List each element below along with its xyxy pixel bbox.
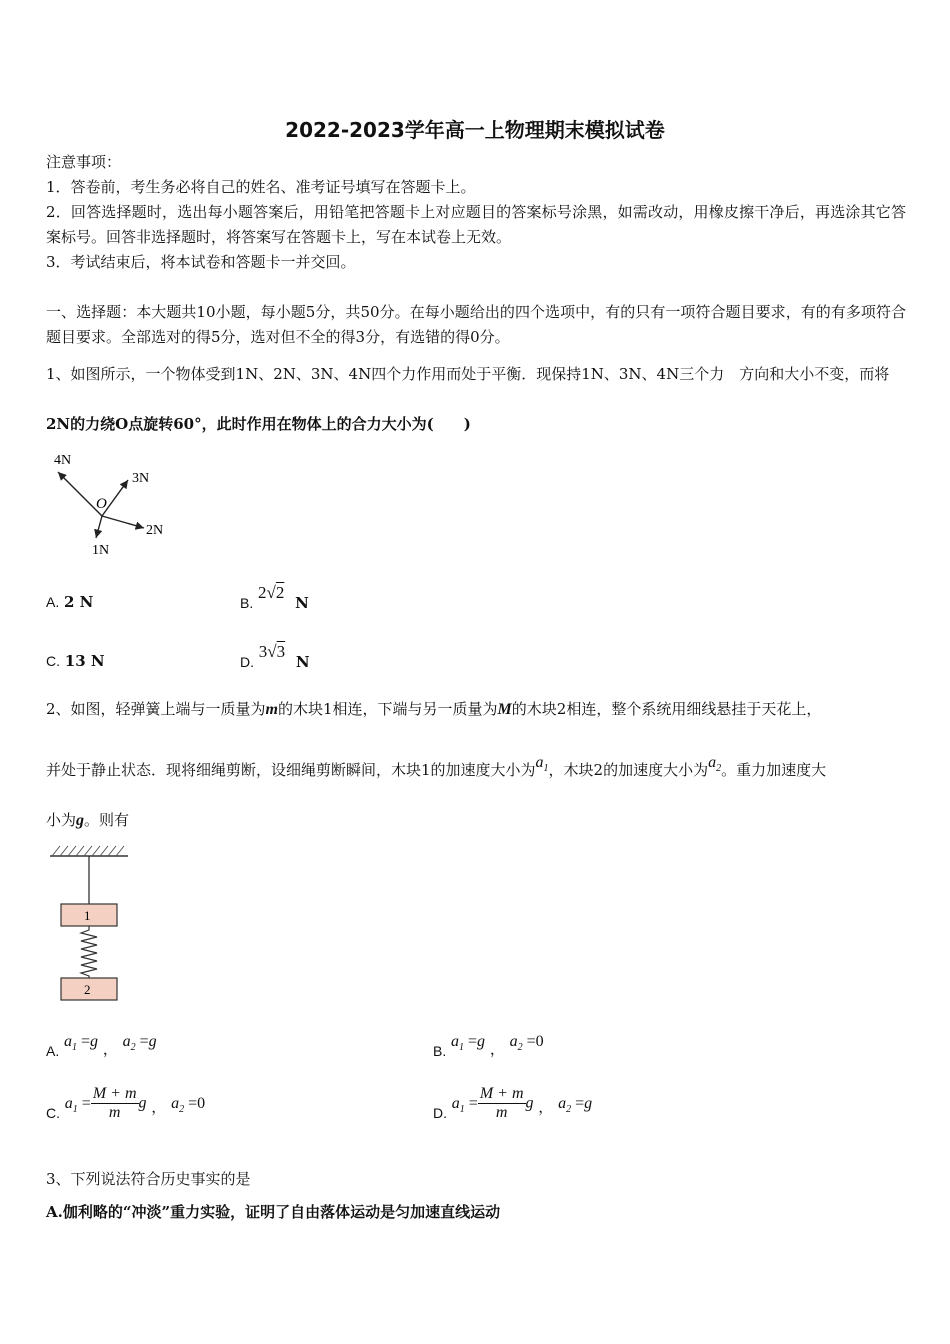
q1-stem-line2: 2N的力绕O点旋转60°，此时作用在物体上的合力大小为( ) — [46, 415, 471, 433]
notice-heading: 注意事项： — [46, 153, 122, 171]
page-title: 2022-2023学年高一上物理期末模拟试卷 — [285, 118, 665, 142]
q1-option-b[interactable]: B. 2√2 N — [240, 583, 309, 612]
q2-stem-line1: 2、如图，轻弹簧上端与一质量为m的木块1相连，下端与另一质量为M的木块2相连，整个系统用细线悬挂于天花上， — [46, 700, 822, 718]
q1-option-a[interactable]: A. 2 N — [46, 593, 94, 611]
label-o: O — [96, 496, 107, 512]
block-1-label: 1 — [84, 908, 91, 923]
notice-item-2: 2．回答选择题时，选出每小题答案后，用铅笔把答题卡上对应题目的答案标号涂黑，如需改动，用橡皮擦干净后，再选涂其它答案标号。回答非选择题时，将答案写在答题卡上，写在本试卷上无效。 — [46, 203, 906, 246]
notice-item-3: 3．考试结束后，将本试卷和答题卡一并交回。 — [46, 253, 356, 271]
q2-option-b[interactable]: B. $a_1 =g$ ， $a_2 =0$ — [433, 1033, 544, 1059]
q2-spring-diagram — [46, 842, 136, 1007]
q2-option-c[interactable]: C. $a_1$ = $\frac{M + m}{m}$ g ， $a_2 =0$ — [46, 1085, 206, 1121]
section-intro: 一、选择题：本大题共10小题，每小题5分，共50分。在每小题给出的四个选项中，有的只有一项符合题目要求，有的有多项符合题目要求。全部选对的得5分，选对但不全的得3分，有选错的得0分。 — [46, 303, 906, 346]
q1-stem-line1: 1、如图所示，一个物体受到1N、2N、3N、4N四个力作用而处于平衡．现保持1N、3N、4N三个力 方向和大小不变，而将 — [46, 365, 890, 383]
force-2n-arrow — [102, 516, 144, 528]
label-1n: 1N — [92, 543, 110, 558]
q2-stem-line2: 并处于静止状态．现将细绳剪断，设细绳剪断瞬间，木块1的加速度大小为$a_1$，木块2的加速度大小为$a_2$。重力加速度大 — [46, 754, 827, 779]
block-2-label: 2 — [84, 982, 91, 997]
label-2n: 2N — [146, 523, 164, 538]
q1-option-c[interactable]: C. 13 N — [46, 652, 105, 670]
label-4n: 4N — [54, 453, 72, 468]
q3-option-a[interactable]: A.伽利略的“冲淡”重力实验，证明了自由落体运动是匀加速直线运动 — [46, 1203, 501, 1221]
force-1n-arrow — [96, 516, 102, 538]
spring — [81, 926, 97, 978]
q2-option-a[interactable]: A. $a_1 =g$ ， $a_2 =g$ — [46, 1033, 157, 1059]
q3-stem: 3、下列说法符合历史事实的是 — [46, 1170, 251, 1188]
ceiling-hatch — [52, 846, 124, 856]
q2-stem-line3: 小为g。则有 — [46, 811, 130, 829]
notice-item-1: 1．答卷前，考生务必将自己的姓名、准考证号填写在答题卡上。 — [46, 178, 476, 196]
q1-force-diagram — [46, 450, 186, 560]
q2-option-d[interactable]: D. $a_1$ = $\frac{M + m}{m}$ g ， $a_2 =g$ — [433, 1085, 593, 1121]
q1-option-d[interactable]: D. 3√3 N — [240, 642, 310, 671]
label-3n: 3N — [132, 471, 150, 486]
